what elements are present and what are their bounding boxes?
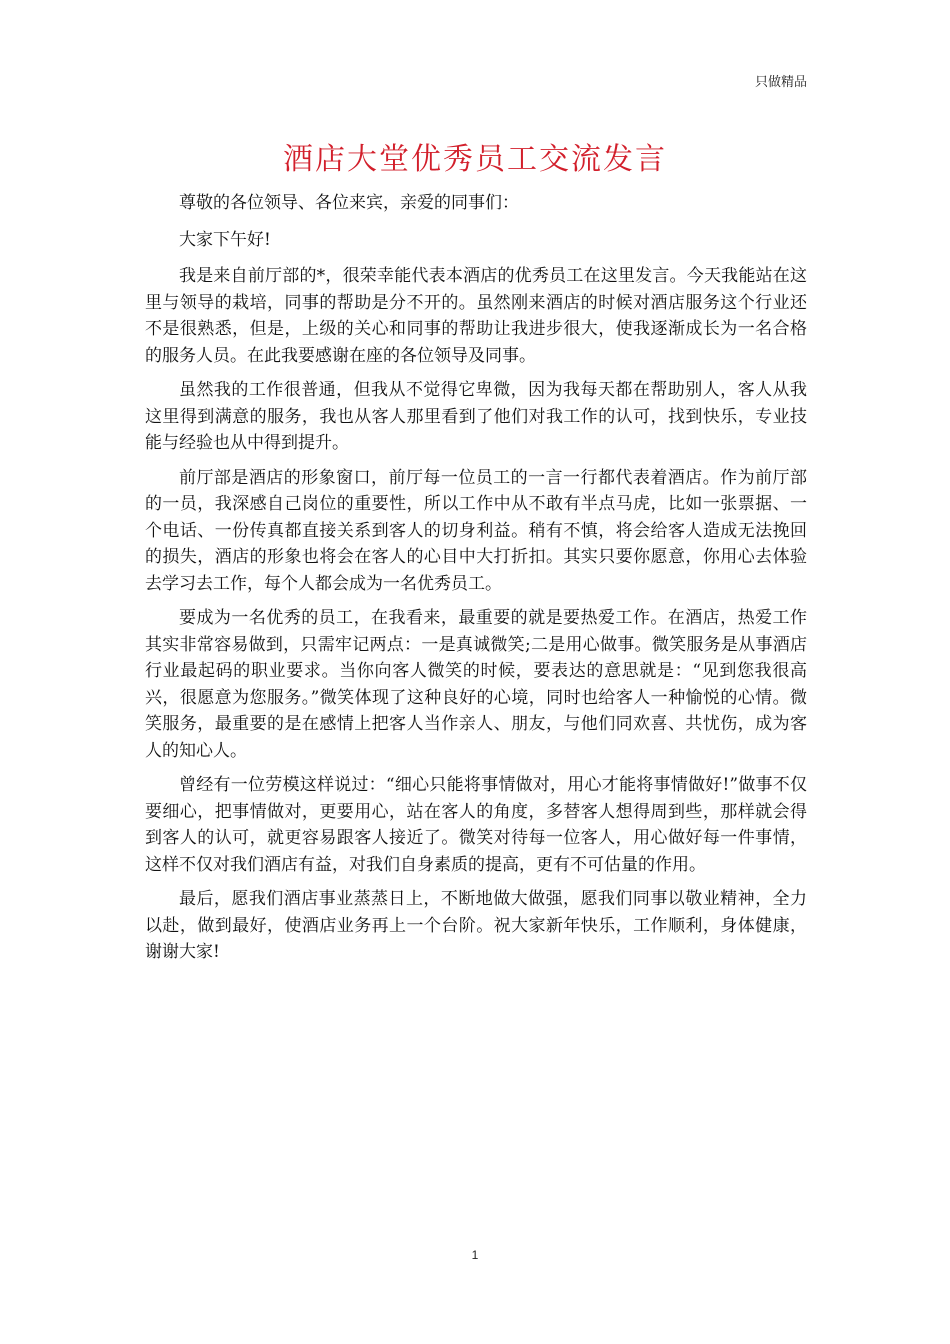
salutation: 尊敬的各位领导、各位来宾，亲爱的同事们： [179,193,519,213]
document-body [145,190,807,974]
paragraph: 最后，愿我们酒店事业蒸蒸日上，不断地做大做强，愿我们同事以敬业精神，全力以赴，做到最好，使酒店业务再上一个台阶。祝大家新年快乐，工作顺利，身体健康，谢谢大家! [145,889,807,962]
greeting: 大家下午好! [179,229,271,250]
paragraph: 前厅部是酒店的形象窗口，前厅每一位员工的一言一行都代表着酒店。作为前厅部的一员，我深感自己岗位的重要性，所以工作中从不敢有半点马虎，比如一张票据、一个电话、一份传真都直接关系到客人的切身利益。稍有不慎，将会给客人造成无法挽回的损失，酒店的形象也将会在客人的心目中大打折扣。其实只要你愿意，你用心去体验去学习去工作，每个人都会成为一名优秀员工。 [145,467,807,594]
page-number: 1 [471,1248,479,1262]
document-title: 酒店大堂优秀员工交流发言 [283,142,667,177]
header-note: 只做精品 [754,75,807,90]
paragraph: 要成为一名优秀的员工，在我看来，最重要的就是要热爱工作。在酒店，热爱工作其实非常容易做到，只需牢记两点：一是真诚微笑;二是用心做事。微笑服务是从事酒店行业最起码的职业要求。当你向客人微笑的时候，要表达的意思就是：“见到您我很高兴，很愿意为您服务。”微笑体现了这种良好的心境，同时也给客人一种愉悦的心情。微笑服务，最重要的是在感情上把客人当作亲人、朋友，与他们同欢喜、共忧伤，成为客人的知心人。 [145,608,807,761]
paragraph: 虽然我的工作很普通，但我从不觉得它卑微，因为我每天都在帮助别人，客人从我这里得到满意的服务，我也从客人那里看到了他们对我工作的认可，找到快乐，专业技能与经验也从中得到提升。 [145,380,807,453]
paragraph: 我是来自前厅部的*，很荣幸能代表本酒店的优秀员工在这里发言。今天我能站在这里与领导的栽培，同事的帮助是分不开的。虽然刚来酒店的时候对酒店服务这个行业还不是很熟悉，但是，上级的关心和同事的帮助让我进步很大，使我逐渐成长为一名合格的服务人员。在此我要感谢在座的各位领导及同事。 [145,266,807,366]
paragraph: 曾经有一位劳模这样说过：“细心只能将事情做对，用心才能将事情做好!”做事不仅要细心，把事情做对，更要用心，站在客人的角度，多替客人想得周到些，那样就会得到客人的认可，就更容易跟客人接近了。微笑对待每一位客人，用心做好每一件事情，这样不仅对我们酒店有益，对我们自身素质的提高，更有不可估量的作用。 [145,775,807,875]
